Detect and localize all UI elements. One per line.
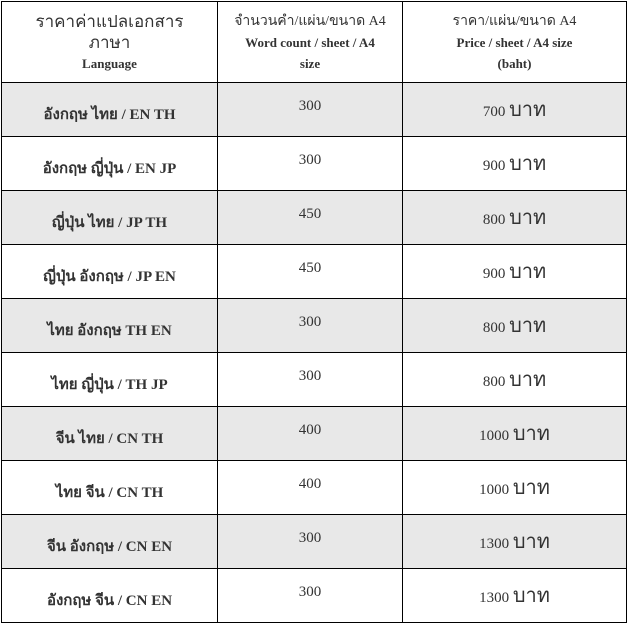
word-count-cell: 400 (218, 461, 403, 515)
price-value: 800 (482, 319, 506, 336)
language-pair-cell: อังกฤษ จีน / CN EN (2, 569, 218, 623)
price-value: 800 (482, 373, 506, 390)
header-language (2, 2, 218, 83)
price-cell (403, 83, 627, 137)
word-count-cell: 450 (218, 245, 403, 299)
price-value: 1300 (479, 589, 510, 606)
word-count-cell: 300 (218, 299, 403, 353)
price-value: 1300 (479, 535, 510, 552)
price-value: 900 (482, 157, 506, 174)
language-pair-cell: ญี่ปุ่น ไทย / JP TH (2, 191, 218, 245)
header-price-thai: ราคา/แผ่น/ขนาด A4 (452, 13, 577, 29)
price-cell (403, 245, 627, 299)
translation-price-table (1, 1, 627, 623)
language-pair-cell: ไทย จีน / CN TH (2, 461, 218, 515)
price-cell (403, 461, 627, 515)
language-pair-cell: อังกฤษ ญี่ปุ่น / EN JP (2, 137, 218, 191)
header-price (403, 2, 627, 83)
price-cell (403, 407, 627, 461)
price-unit: บาท (509, 206, 547, 229)
price-unit: บาท (509, 314, 547, 337)
word-count-cell: 300 (218, 353, 403, 407)
price-cell (403, 515, 627, 569)
price-value: 1000 (479, 481, 510, 498)
price-value: 1000 (479, 427, 510, 444)
price-unit: บาท (509, 368, 547, 391)
word-count-cell: 300 (218, 137, 403, 191)
price-cell (403, 191, 627, 245)
table-row (2, 353, 627, 407)
language-pair-cell: อังกฤษ ไทย / EN TH (2, 83, 218, 137)
header-language-thai-line2: ภาษา (88, 32, 131, 52)
language-pair-cell: ไทย อังกฤษ TH EN (2, 299, 218, 353)
table-row (2, 137, 627, 191)
price-unit: บาท (512, 476, 550, 499)
price-value: 900 (482, 265, 506, 282)
word-count-cell: 300 (218, 83, 403, 137)
price-unit: บาท (512, 422, 550, 445)
price-cell (403, 299, 627, 353)
header-language-thai-line1: ราคาค่าแปลเอกสาร (35, 11, 184, 31)
word-count-cell: 300 (218, 515, 403, 569)
word-count-cell: 300 (218, 569, 403, 623)
price-cell (403, 569, 627, 623)
word-count-cell: 400 (218, 407, 403, 461)
header-word-count-english-line2: size (299, 55, 321, 71)
table-header-row (2, 2, 627, 83)
header-price-english-line2: (baht) (497, 55, 532, 71)
price-unit: บาท (509, 152, 547, 175)
table-row (2, 569, 627, 623)
price-cell (403, 137, 627, 191)
header-price-english-line1: Price / sheet / A4 size (456, 34, 573, 50)
price-value: 800 (482, 211, 506, 228)
language-pair-cell: ญี่ปุ่น อังกฤษ / JP EN (2, 245, 218, 299)
price-unit: บาท (512, 530, 550, 553)
language-pair-cell: จีน ไทย / CN TH (2, 407, 218, 461)
header-language-english: Language (82, 55, 137, 71)
language-pair-cell: ไทย ญี่ปุ่น / TH JP (2, 353, 218, 407)
header-word-count (218, 2, 403, 83)
table-row (2, 191, 627, 245)
price-value: 700 (482, 103, 506, 120)
table-row (2, 299, 627, 353)
price-unit: บาท (512, 584, 550, 607)
table-row (2, 83, 627, 137)
language-pair-cell: จีน อังกฤษ / CN EN (2, 515, 218, 569)
table-row (2, 461, 627, 515)
word-count-cell: 450 (218, 191, 403, 245)
table-row (2, 245, 627, 299)
price-unit: บาท (509, 98, 547, 121)
price-cell (403, 353, 627, 407)
header-word-count-thai: จำนวนคำ/แผ่น/ขนาด A4 (234, 13, 386, 29)
table-row (2, 407, 627, 461)
header-word-count-english-line1: Word count / sheet / A4 (245, 34, 375, 50)
price-unit: บาท (509, 260, 547, 283)
table-row (2, 515, 627, 569)
